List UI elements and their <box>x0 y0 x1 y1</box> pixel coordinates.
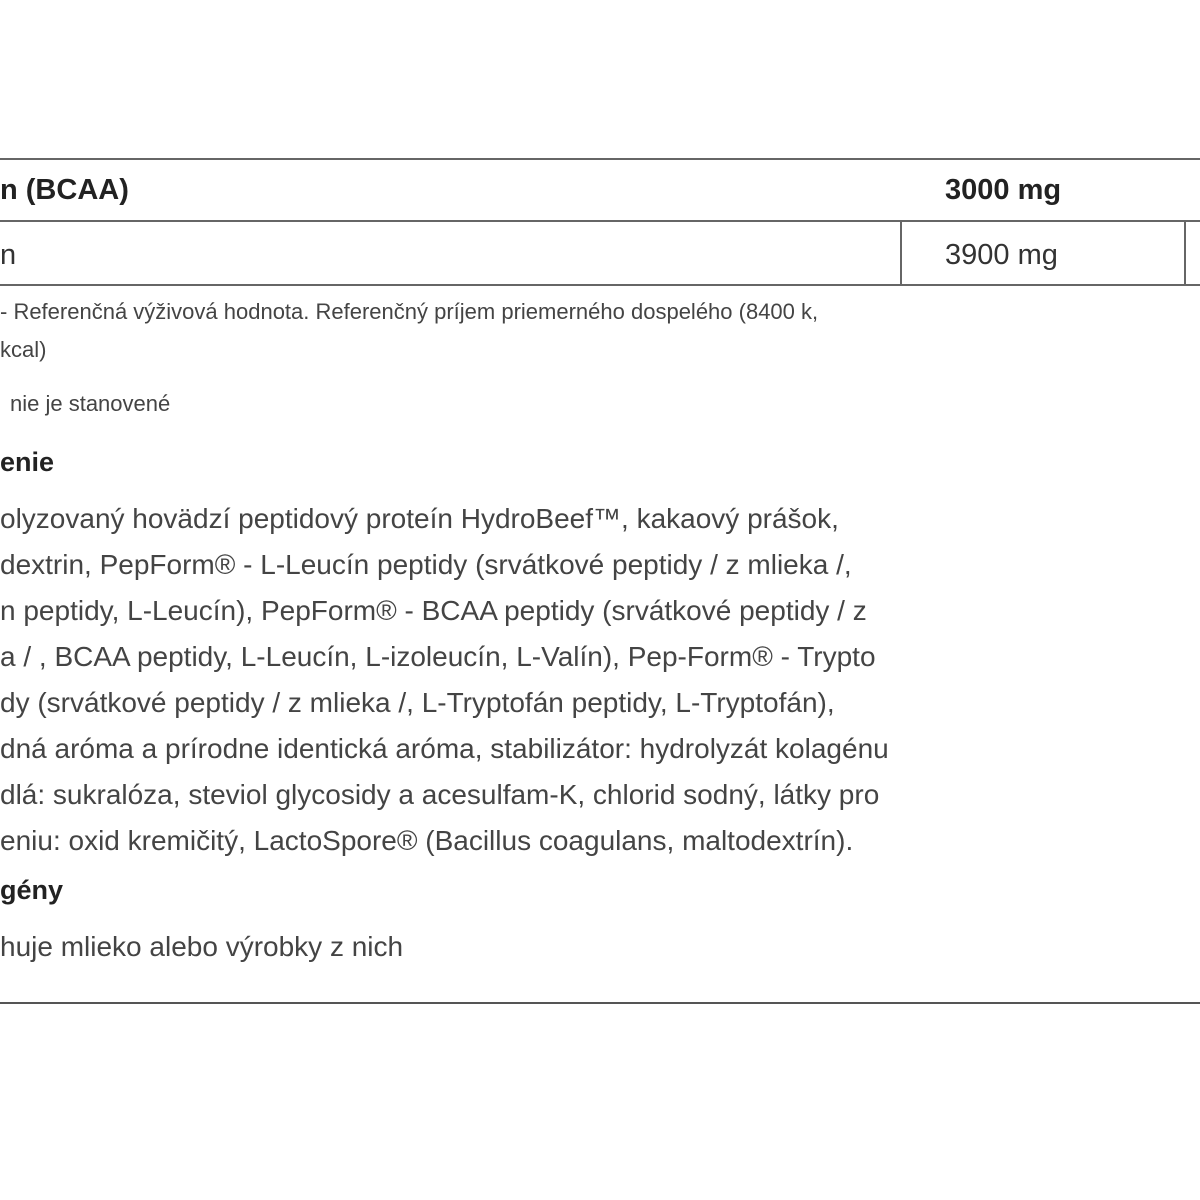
second-row-name: n <box>0 239 17 271</box>
ingredients-line: dná aróma a prírodne identická aróma, stabilizátor: hydrolyzát kolagénu <box>0 733 889 764</box>
ingredients-line: dlá: sukralóza, steviol glycosidy a acesulfam-K, chlorid sodný, látky pro <box>0 779 880 810</box>
bcaa-name: n (BCAA) <box>0 174 129 206</box>
ingredients-line: olyzovaný hovädzí peptidový proteín HydroBeef™, kakaový prášok, <box>0 503 839 534</box>
rvh-note-line2: kcal) <box>0 337 47 362</box>
ingredients-heading: enie <box>0 447 55 477</box>
second-row-value: 3900 mg <box>945 239 1058 271</box>
allergens-heading: gény <box>0 875 64 905</box>
ingredients-line: a / , BCAA peptidy, L-Leucín, L-izoleucín, L-Valín), Pep-Form® - Trypto <box>0 641 876 672</box>
ingredients-line: dextrin, PepForm® - L-Leucín peptidy (srvátkové peptidy / z mlieka /, <box>0 549 852 580</box>
allergens-text: huje mlieko alebo výrobky z nich <box>0 931 404 962</box>
rvh-note-line1: - Referenčná výživová hodnota. Referenčný príjem priemerného dospelého (8400 k, <box>0 299 819 324</box>
table-row-second <box>0 225 1200 285</box>
table-row-divider <box>0 220 1200 222</box>
table-row-bcaa <box>0 160 1200 220</box>
table-bottom-border <box>0 284 1200 286</box>
bcaa-value: 3000 mg <box>945 174 1062 206</box>
not-set-note: nie je stanovené <box>10 391 171 416</box>
ingredients-line: eniu: oxid kremičitý, LactoSpore® (Bacillus coagulans, maltodextrín). <box>0 825 854 856</box>
ingredients-line: n peptidy, L-Leucín), PepForm® - BCAA peptidy (srvátkové peptidy / z <box>0 595 867 626</box>
ingredients-line: dy (srvátkové peptidy / z mlieka /, L-Tryptofán peptidy, L-Tryptofán), <box>0 687 835 718</box>
bottom-border <box>0 1002 1200 1004</box>
